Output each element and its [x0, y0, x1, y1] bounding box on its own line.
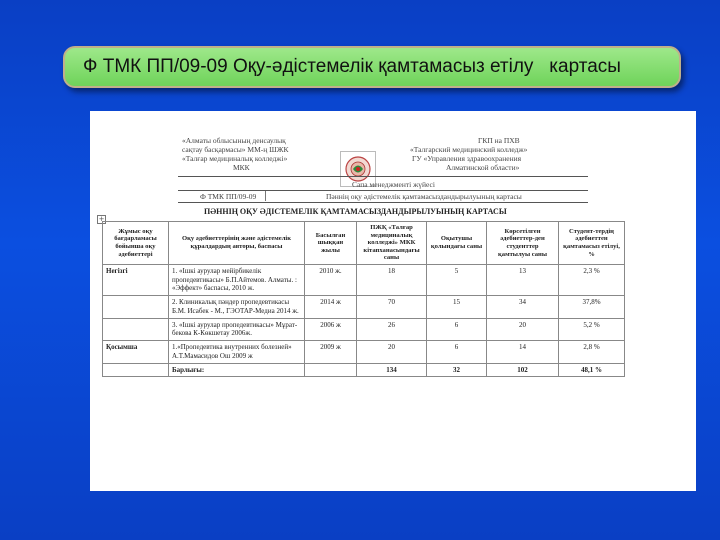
table-row — [103, 341, 625, 364]
row-library: 70 — [357, 296, 427, 319]
header-left-line-4: МКК — [233, 163, 250, 172]
col-header-percent: Студент-тердің әдебиеттен қамтамасыз етілуі, % — [559, 222, 625, 265]
row-percent: 5,2 % — [559, 318, 625, 341]
row-year: 2009 ж — [305, 341, 357, 364]
table-title: ПӘННІҢ ОҚУ ӘДІСТЕМЕЛІК ҚАМТАМАСЫЗДАНДЫРЫЛУЫНЫҢ КАРТАСЫ — [204, 207, 507, 216]
qms-divider — [178, 190, 588, 191]
row-teacher: 5 — [427, 264, 487, 295]
row-teacher: 15 — [427, 296, 487, 319]
doc-name-divider — [178, 202, 588, 203]
col-header-year: Басылған шыққан жылы — [305, 222, 357, 265]
header-left-line-1: «Алматы облысының денсаулық — [182, 136, 286, 145]
row-teacher: 6 — [427, 318, 487, 341]
total-teacher: 32 — [427, 363, 487, 377]
row-type: Қосымша — [103, 341, 169, 364]
provision-table — [102, 221, 625, 377]
row-year: 2010 ж. — [305, 264, 357, 295]
col-header-literature: Жұмыс оқу бағдарламасы бойынша оқу әдебиеттері — [103, 222, 169, 265]
row-teacher: 6 — [427, 341, 487, 364]
row-students: 13 — [487, 264, 559, 295]
header-right-line-2: «Талгарский медицинский колледж» — [410, 145, 528, 154]
header-divider — [178, 176, 588, 177]
total-library: 134 — [357, 363, 427, 377]
row-percent: 2,3 % — [559, 264, 625, 295]
row-type — [103, 296, 169, 319]
header-right-line-4: Алматинской области» — [446, 163, 520, 172]
header-left-line-2: сақтау басқармасы» ММ-ң ШЖК — [182, 145, 289, 154]
table-total-row — [103, 363, 625, 377]
row-library: 18 — [357, 264, 427, 295]
col-header-teacher: Оқытушы қолындағы саны — [427, 222, 487, 265]
slide-title-banner — [63, 46, 681, 88]
total-students: 102 — [487, 363, 559, 377]
total-percent: 48,1 % — [559, 363, 625, 377]
doc-name: Пәннің оқу әдістемелік қамтамасыздандырылуының картасы — [326, 192, 522, 201]
doc-code-separator — [265, 191, 266, 201]
row-students: 14 — [487, 341, 559, 364]
slide-title: Ф ТМК ПП/09-09 Оқу-әдістемелік қамтамасыз етілу картасы — [83, 56, 621, 77]
table-row — [103, 264, 625, 295]
header-left-line-3: «Талғар медициналық колледжі» — [182, 154, 288, 163]
row-year: 2006 ж — [305, 318, 357, 341]
qms-line: Сапа менеджменті жүйесі — [352, 180, 435, 189]
header-right-line-3: ГУ «Управления здравоохранения — [412, 154, 522, 163]
row-author: 1.«Пропедевтика внутренних болезней» А.Т.Мамасидов Ош 2009 ж — [169, 341, 305, 364]
header-right-line-1: ГКП на ПХВ — [478, 136, 520, 145]
row-type: Негізгі — [103, 264, 169, 295]
row-year: 2014 ж — [305, 296, 357, 319]
table-row — [103, 296, 625, 319]
row-type — [103, 318, 169, 341]
table-move-handle-icon[interactable]: + — [98, 215, 105, 223]
table-row — [103, 318, 625, 341]
total-empty-cell — [103, 363, 169, 377]
col-header-library: ПЖҚ «Талғар медициналық колледжі» МКК кітапханасындағы саны — [357, 222, 427, 265]
table-header-row — [103, 222, 625, 265]
row-students: 34 — [487, 296, 559, 319]
scanned-document — [90, 111, 696, 491]
row-author: 1. «Ішкі аурулар мейірбикелік пропедевтикасы» Б.П.Айтемов. Алматы. : «Эффект» баспасы, 2010 ж. — [169, 264, 305, 295]
row-author: 3. «Ішкі аурулар пропедевтикасы» Мұратбекова К-Көкшетау 2006ж. — [169, 318, 305, 341]
row-author: 2. Клиникалық пәндер пропедевтикасы Б.М. Исабек - М., ГЭОТАР-Медиа 2014 ж. — [169, 296, 305, 319]
total-empty-cell — [305, 363, 357, 377]
doc-code: Ф ТМК ПП/09-09 — [200, 192, 257, 201]
col-header-author: Оқу әдебиеттерінің және әдістемелік құралдардың авторы, баспасы — [169, 222, 305, 265]
row-students: 20 — [487, 318, 559, 341]
col-header-students: Көрсетілген әдебиеттер-ден студенттер қамтылуы саны — [487, 222, 559, 265]
row-library: 26 — [357, 318, 427, 341]
row-library: 20 — [357, 341, 427, 364]
row-percent: 2,8 % — [559, 341, 625, 364]
total-label: Барлығы: — [169, 363, 305, 377]
row-percent: 37,8% — [559, 296, 625, 319]
